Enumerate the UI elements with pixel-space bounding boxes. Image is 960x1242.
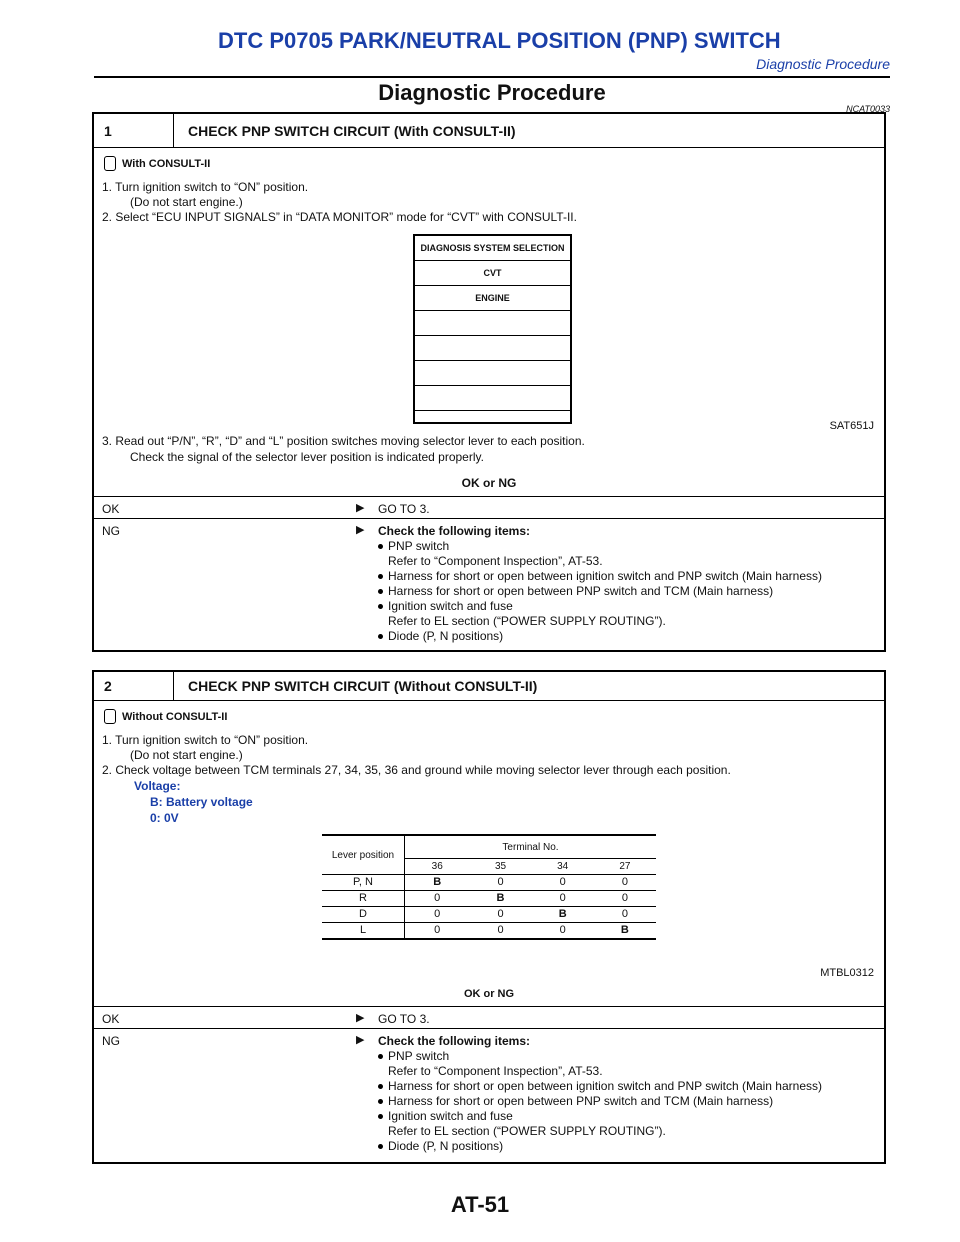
ok-label: OK — [102, 502, 120, 516]
step-2-mode: Without CONSULT-II — [104, 709, 227, 725]
step-1-line-1: 1. Turn ignition switch to “ON” position. — [102, 180, 309, 194]
ng-item: Harness for short or open between PNP switch and TCM (Main harness) — [378, 584, 822, 599]
table-code: MTBL0312 — [820, 967, 874, 979]
step-2-line-2: (Do not start engine.) — [130, 748, 243, 762]
bullet-icon — [378, 604, 383, 609]
step-1-header — [94, 114, 884, 148]
step-2-question: OK or NG — [463, 988, 515, 1000]
bullet-icon — [378, 1144, 383, 1149]
section-title: Diagnostic Procedure — [378, 80, 606, 105]
step-1-ng-row — [94, 518, 884, 654]
step-2-ng-row — [94, 1028, 884, 1164]
step-2-line-3: 2. Check voltage between TCM terminals 27, 34, 35, 36 and ground while moving selector lever through each position. — [102, 763, 731, 777]
step-1-title: CHECK PNP SWITCH CIRCUIT (With CONSULT-II) — [188, 122, 516, 139]
ng-item-note: Refer to EL section (“POWER SUPPLY ROUTING”). — [388, 614, 666, 628]
ng-item: Diode (P, N positions) — [378, 1139, 822, 1154]
bullet-icon — [378, 544, 383, 549]
step-1-line-2: (Do not start engine.) — [130, 195, 243, 209]
voltage-b: B: Battery voltage — [150, 795, 253, 809]
table-row: P, N B 0 0 0 — [322, 875, 656, 891]
step-1-ok-row — [94, 496, 884, 519]
ng-label: NG — [102, 524, 120, 538]
arrow-right-icon: ▶ — [356, 502, 365, 514]
header-rule — [94, 76, 890, 78]
step-1-line-5: Check the signal of the selector lever position is indicated properly. — [130, 450, 484, 464]
step-2-box — [92, 670, 886, 1164]
ng-heading: Check the following items: — [378, 1034, 531, 1048]
table-row: L 0 0 0 B — [322, 923, 656, 940]
diagram-item-empty — [415, 361, 570, 386]
diagram-item-engine: ENGINE — [415, 286, 570, 311]
arrow-right-icon: ▶ — [356, 1012, 365, 1024]
table-corner: Lever position — [322, 835, 405, 875]
consult-tool-icon — [104, 156, 116, 171]
bullet-icon — [378, 1099, 383, 1104]
step-2-number: 2 — [94, 672, 174, 700]
step-1-body — [94, 148, 884, 653]
bullet-icon — [378, 1084, 383, 1089]
table-row: R 0 B 0 0 — [322, 891, 656, 907]
arrow-right-icon: ▶ — [356, 1034, 365, 1046]
ng-result — [378, 1034, 822, 1154]
bullet-icon — [378, 634, 383, 639]
ng-item: PNP switch — [378, 1049, 822, 1064]
diagram-code: SAT651J — [829, 420, 874, 432]
table-col-header: 34 — [557, 861, 569, 872]
diagram-header: DIAGNOSIS SYSTEM SELECTION — [415, 236, 570, 261]
ng-result — [378, 524, 822, 644]
chapter-title: DTC P0705 PARK/NEUTRAL POSITION (PNP) SWITCH — [218, 28, 781, 53]
arrow-right-icon: ▶ — [356, 524, 365, 536]
diagram-item-cvt: CVT — [415, 261, 570, 286]
ng-item: PNP switch — [378, 539, 822, 554]
ng-item: Diode (P, N positions) — [378, 629, 822, 644]
diagram-item-empty — [415, 386, 570, 411]
step-2-title: CHECK PNP SWITCH CIRCUIT (Without CONSULT-II) — [188, 678, 538, 694]
step-2-line-1: 1. Turn ignition switch to “ON” position. — [102, 733, 309, 747]
ok-result: GO TO 3. — [378, 1012, 430, 1026]
step-1-box — [92, 112, 886, 652]
section-code: NCAT0033 — [846, 104, 890, 114]
table-col-header: 35 — [494, 861, 507, 872]
table-col-header: 36 — [431, 861, 443, 872]
step-1-line-4: 3. Read out “P/N”, “R”, “D” and “L” position switches moving selector lever to each position. — [102, 434, 585, 448]
bullet-icon — [378, 574, 383, 579]
no-tool-icon — [104, 709, 116, 724]
diagram-item-empty — [415, 336, 570, 361]
bullet-icon — [378, 589, 383, 594]
ng-item: Ignition switch and fuse — [378, 599, 822, 614]
step-1-number: 1 — [94, 114, 174, 147]
ng-label: NG — [102, 1034, 120, 1048]
ng-item-note: Refer to “Component Inspection”, AT-53. — [388, 1064, 603, 1078]
table-row: D 0 0 B 0 — [322, 907, 656, 923]
table-col-header: 27 — [619, 861, 631, 872]
step-2-body — [94, 701, 884, 1165]
ng-item: Ignition switch and fuse — [378, 1109, 822, 1124]
diagram-item-empty — [415, 411, 570, 435]
table-group-header: Terminal No. — [405, 835, 657, 859]
ok-label: OK — [102, 1012, 120, 1026]
ng-item: Harness for short or open between PNP switch and TCM (Main harness) — [378, 1094, 822, 1109]
chapter-subtitle: Diagnostic Procedure — [756, 56, 890, 72]
ng-item: Harness for short or open between ignition switch and PNP switch (Main harness) — [378, 1079, 822, 1094]
voltage-0: 0: 0V — [150, 811, 179, 825]
step-1-mode: With CONSULT-II — [104, 156, 210, 172]
voltage-table — [322, 834, 656, 940]
diagnosis-screen-diagram — [413, 234, 572, 424]
step-1-question: OK or NG — [461, 476, 517, 490]
bullet-icon — [378, 1054, 383, 1059]
diagram-item-empty — [415, 311, 570, 336]
voltage-label: Voltage: — [134, 779, 181, 793]
step-1-line-3: 2. Select “ECU INPUT SIGNALS” in “DATA MONITOR” mode for “CVT” with CONSULT-II. — [102, 210, 577, 224]
ng-heading: Check the following items: — [378, 524, 531, 538]
bullet-icon — [378, 1114, 383, 1119]
step-2-header — [94, 672, 884, 701]
step-2-ok-row — [94, 1006, 884, 1029]
ng-item-note: Refer to “Component Inspection”, AT-53. — [388, 554, 603, 568]
ng-item-note: Refer to EL section (“POWER SUPPLY ROUTING”). — [388, 1124, 666, 1138]
ok-result: GO TO 3. — [378, 502, 430, 516]
ng-item: Harness for short or open between ignition switch and PNP switch (Main harness) — [378, 569, 822, 584]
page-number: AT-51 — [450, 1192, 510, 1217]
